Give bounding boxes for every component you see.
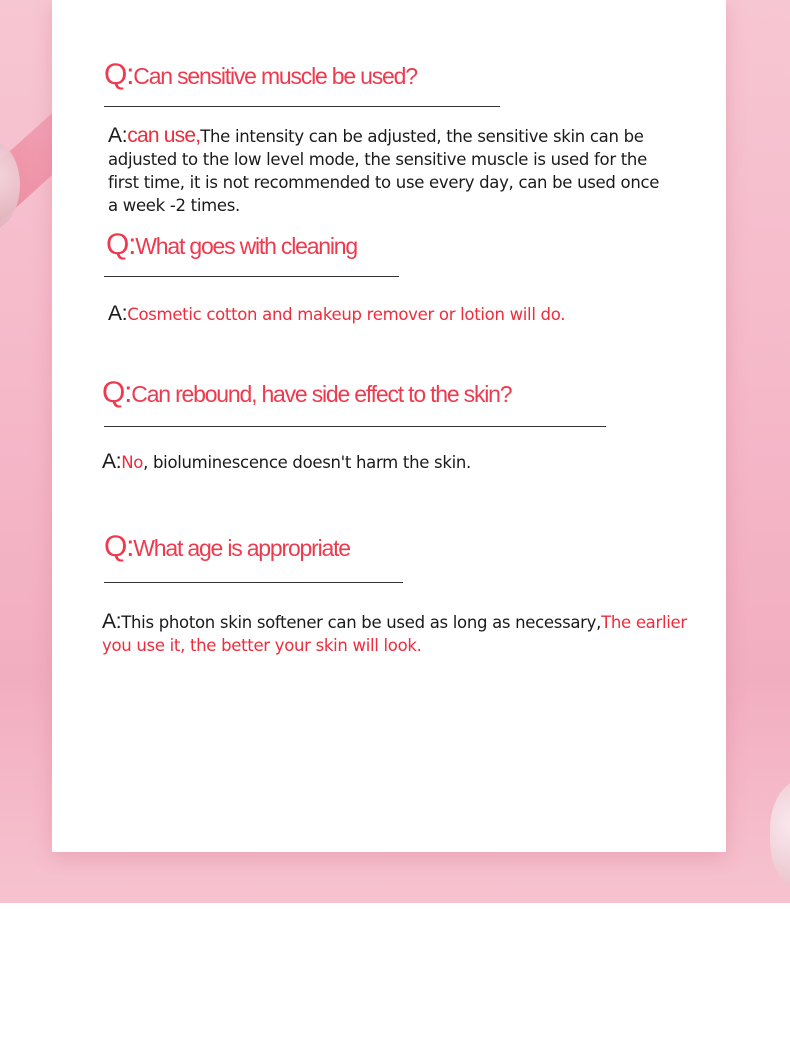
question-mark-label: Q: <box>104 530 134 563</box>
faq-answer-1 <box>108 124 668 217</box>
question-mark-label: Q: <box>104 58 134 91</box>
question-text: What age is appropriate <box>133 535 350 561</box>
question-divider <box>104 106 500 107</box>
question-divider <box>104 276 399 277</box>
question-divider <box>104 426 606 427</box>
question-mark-label: Q: <box>102 376 132 409</box>
answer-highlight: Cosmetic cotton and makeup remover or lotion will do. <box>127 305 566 324</box>
faq-answer-4 <box>102 610 714 657</box>
answer-mark-label: A: <box>102 610 122 633</box>
decorative-product-right <box>770 780 790 890</box>
answer-highlight: No <box>121 453 144 472</box>
question-text: Can sensitive muscle be used? <box>133 63 417 89</box>
question-divider <box>104 582 403 583</box>
answer-mark-label: A: <box>108 302 128 325</box>
faq-answer-2 <box>108 302 708 326</box>
answer-text: This photon skin softener can be used as long as necessary, <box>121 613 602 632</box>
answer-mark-label: A: <box>108 124 128 147</box>
answer-text: , bioluminescence doesn't harm the skin. <box>143 453 471 472</box>
answer-highlight: The earlier you use it, the better your skin will look. <box>102 613 687 655</box>
question-text: What goes with cleaning <box>135 233 357 259</box>
faq-card <box>52 0 726 852</box>
answer-mark-label: A: <box>102 450 122 473</box>
faq-question-2 <box>106 228 357 262</box>
faq-answer-3 <box>102 450 702 474</box>
faq-question-1 <box>104 58 417 92</box>
question-mark-label: Q: <box>106 228 136 261</box>
question-text: Can rebound, have side effect to the skin? <box>131 381 512 407</box>
faq-question-4 <box>104 530 350 564</box>
faq-question-3 <box>102 376 511 410</box>
answer-highlight: can use, <box>127 124 201 147</box>
answer-text: The intensity can be adjusted, the sensitive skin can be adjusted to the low level mode, the sensitive muscle is used for the first time, it is not recommended to use every day, can be used once a week -2 times. <box>108 127 660 215</box>
